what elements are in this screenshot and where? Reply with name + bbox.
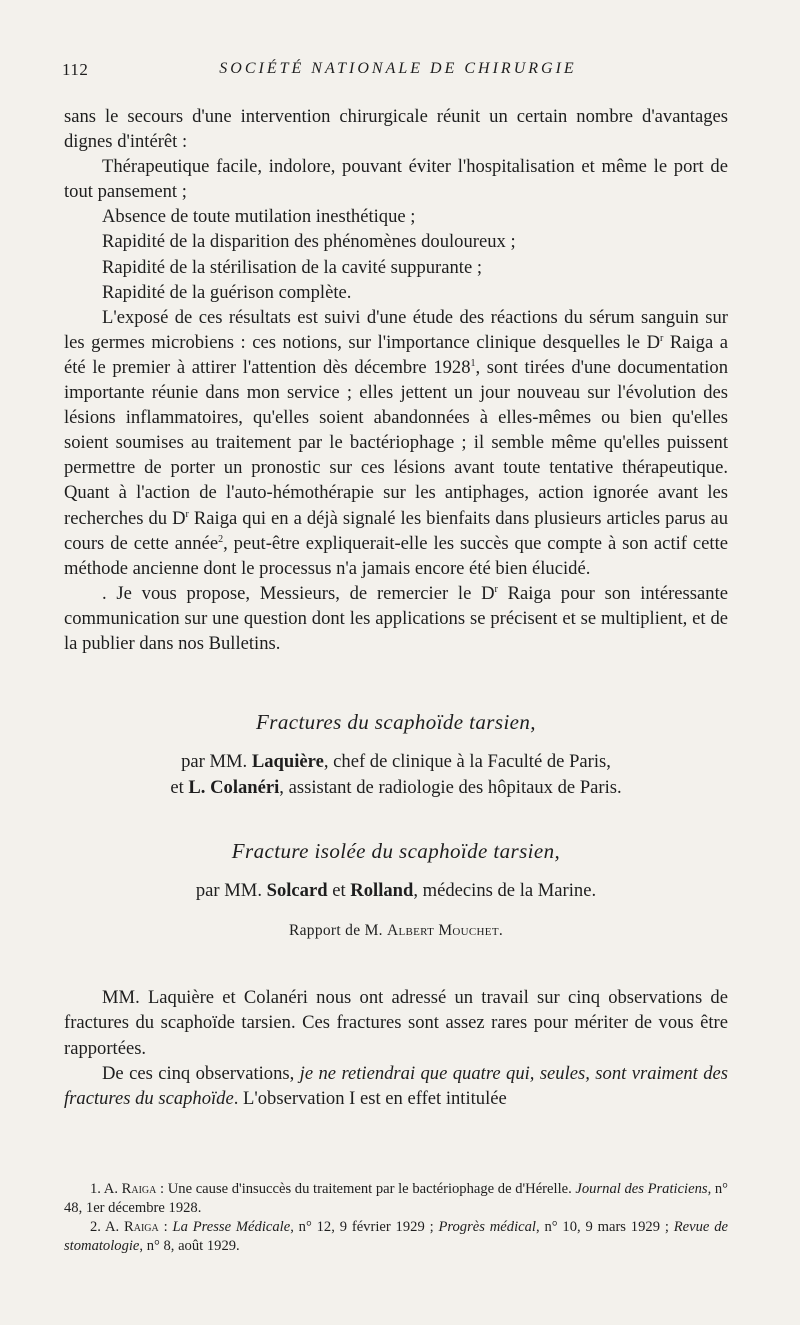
text-run: , médecins de la Marine. — [413, 880, 597, 902]
superscript: r — [494, 583, 498, 595]
author-name: Raiga — [121, 1181, 157, 1197]
text-run: , chef de clinique à la Faculté de Paris, — [323, 751, 611, 773]
byline-authors-1 — [64, 749, 728, 775]
author-name: Rolland — [350, 880, 414, 902]
text-run: 2. A. — [90, 1219, 124, 1235]
italic-run: je ne retiendrai que quatre qui, seules, sont vraiment des fractures du scaphoïde — [64, 1062, 728, 1109]
journal-name: Journal des Praticiens — [575, 1181, 708, 1197]
byline-authors-3 — [64, 878, 728, 904]
text-run: , n° 10, 9 mars 1929 ; — [535, 1219, 674, 1235]
paragraph-proposal — [64, 581, 728, 656]
superscript: r — [185, 508, 189, 520]
footnote-1 — [64, 1180, 728, 1218]
text-run: . Je vous propose, Messieurs, de remercier le D — [102, 582, 495, 604]
text-run: , assistant de radiologie des hôpitaux de Paris. — [279, 777, 622, 799]
paragraph-report-1: MM. Laquière et Colanéri nous ont adressé un travail sur cinq observations de fractures du scaphoïde tarsien. Ces fractures sont assez rares pour mériter de vous être rapportées. — [64, 987, 728, 1059]
paragraph-report-2 — [64, 1061, 728, 1111]
text-run: , peut-être expliquerait-elle les succès que compte à son actif cette méthode ancienne dont le processus n'a jamais encore été bien élucidé. — [64, 532, 728, 579]
list-item: Rapidité de la stérilisation de la cavité suppurante ; — [102, 256, 483, 278]
list-item: Thérapeutique facile, indolore, pouvant éviter l'hospitalisation et même le port de tout pansement ; — [64, 156, 728, 203]
paragraph-intro: sans le secours d'une intervention chirurgicale réunit un certain nombre d'avantages dignes d'intérêt : — [64, 106, 728, 153]
text-run: : — [158, 1219, 173, 1235]
author-name: L. Colanéri — [188, 777, 280, 799]
text-run: : Une cause d'insuccès du traitement par le bactériophage de d'Hérelle. — [156, 1181, 576, 1197]
running-title: SOCIÉTÉ NATIONALE DE CHIRURGIE — [219, 60, 577, 77]
byline-authors-2 — [64, 775, 728, 801]
text-run: Raiga qui en a déjà signalé les bienfaits dans plusieurs articles parus au cours de cette année — [64, 507, 728, 554]
paragraph-study — [64, 305, 728, 581]
text-run: et — [170, 777, 189, 799]
journal-name: Progrès médical — [438, 1219, 536, 1235]
author-name: Laquière — [251, 751, 324, 773]
text-run: , n° 8, août 1929. — [139, 1238, 240, 1254]
text-run: Raiga a été le premier à attirer l'attention dès décembre 1928 — [64, 331, 728, 378]
text-run: L'exposé de ces résultats est suivi d'une étude des réactions du sérum sanguin sur les germes microbiens : ces notions, sur l'importance clinique desquelles le D — [64, 306, 728, 353]
journal-name: La Presse Médicale — [172, 1219, 291, 1235]
footnote-ref-2: 2 — [218, 533, 224, 545]
text-run: par MM. — [195, 880, 267, 902]
page-header — [62, 60, 734, 86]
list-item: Rapidité de la disparition des phénomènes douloureux ; — [102, 231, 516, 253]
footnote-ref-1: 1 — [470, 357, 476, 369]
rapport-line — [64, 918, 728, 943]
text-run: par MM. — [181, 751, 252, 773]
superscript: r — [660, 332, 664, 344]
footnote-2 — [64, 1218, 728, 1256]
text-run: et — [327, 880, 351, 902]
text-run: De ces cinq observations, — [102, 1062, 300, 1084]
text-run: Rapport de M. — [288, 922, 388, 940]
text-run: , n° 12, 9 février 1929 ; — [290, 1219, 439, 1235]
text-run: . L'observation I est en effet intitulée — [233, 1087, 507, 1109]
author-name: Solcard — [266, 880, 328, 902]
page-number: 112 — [62, 60, 89, 79]
text-run: , n° 48, 1er décembre 1928. — [64, 1181, 728, 1216]
journal-name: Revue de stomatologie — [64, 1219, 728, 1254]
text-run: Raiga pour son intéressante communication sur une question dont les applications se précisent et se multiplient, et de la publier dans nos Bulletins. — [64, 582, 728, 654]
author-name: Raiga — [124, 1219, 159, 1235]
text-run: , sont tirées d'une documentation importante réunie dans mon service ; elles jettent un jour nouveau sur l'évolution des lésions inflammatoires, qu'elles soient abandonnées à elles-mêmes ou bien qu'elles soient soumises au traitement par le bactériophage ; il semble même qu'elles puissent permettre de porter un pronostic sur ces lésions avant toute tentative thérapeutique. Quant à l'action de l'auto-hémothérapie sur les antiphages, action ignorée avant les recherches du D — [64, 356, 728, 529]
section-title-fracture-isolee: Fracture isolée du scaphoïde tarsien, — [231, 839, 561, 864]
text-run: . — [498, 922, 504, 940]
rapporteur-name: Albert Mouchet — [387, 922, 499, 940]
list-item: Rapidité de la guérison complète. — [102, 281, 352, 303]
list-item: Absence de toute mutilation inesthétique ; — [102, 206, 416, 228]
footnotes — [64, 1180, 728, 1256]
text-run: 1. A. — [90, 1181, 122, 1197]
main-text — [64, 104, 728, 1111]
section-title-fractures: Fractures du scaphoïde tarsien, — [256, 710, 536, 735]
